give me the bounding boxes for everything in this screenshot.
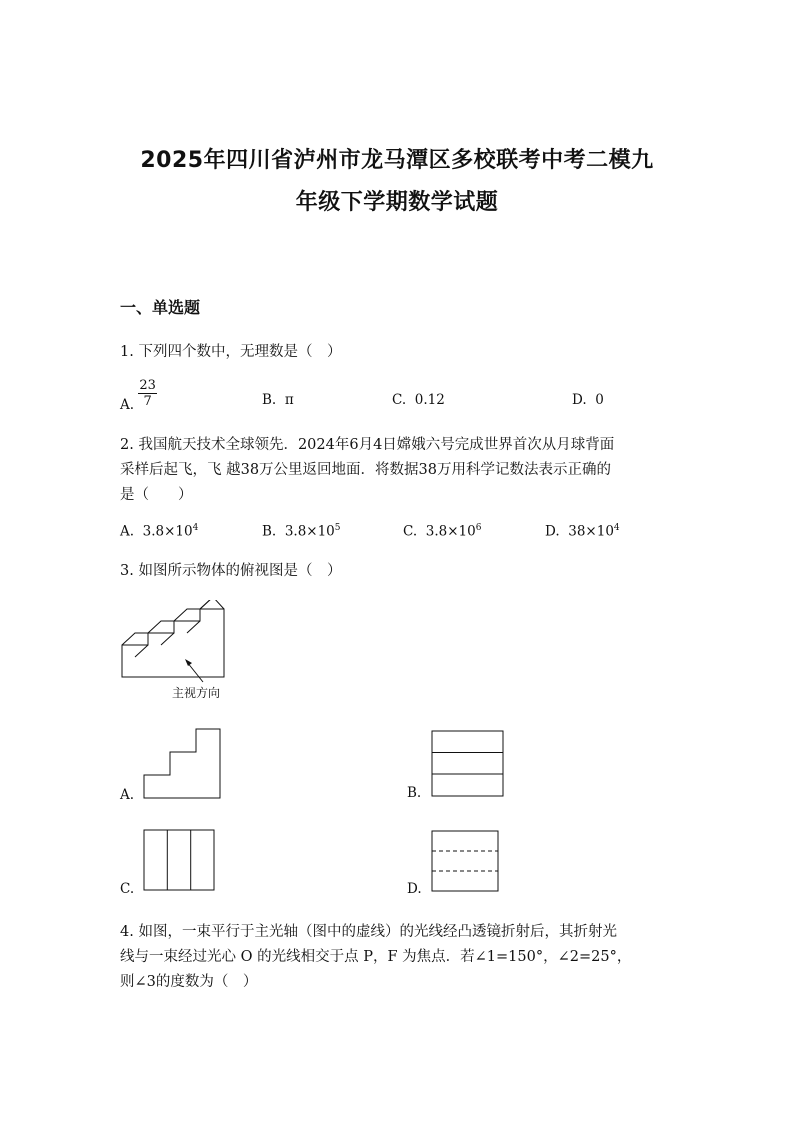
option-label: D. <box>545 523 560 540</box>
option-label: D. <box>572 392 587 408</box>
page-title-line-2: 年级下学期数学试题 <box>295 190 499 215</box>
figure-caption: 主视方向 <box>172 686 221 700</box>
exponent: 4 <box>192 523 199 533</box>
question-1-stem: 1. 下列四个数中，无理数是（ ） <box>120 344 342 360</box>
question-3-option-d-figure <box>431 830 501 894</box>
question-4-line-3: 则∠3的度数为（ ） <box>120 974 258 990</box>
question-3-option-a-label: A. <box>120 787 135 803</box>
option-label: C. <box>392 392 407 408</box>
exponent: 4 <box>613 523 620 533</box>
fraction-denominator: 7 <box>143 394 152 409</box>
question-2-option-b <box>262 523 341 540</box>
option-label: A. <box>120 397 135 413</box>
option-value: 0 <box>595 392 604 408</box>
question-1-option-a <box>120 378 157 413</box>
option-value: 3.8×10 <box>425 523 476 540</box>
question-4-line-2: 线与一束经过光心 O 的光线相交于点 P，F 为焦点．若∠1=150°，∠2=25°， <box>120 949 632 965</box>
page-title-line-1: 2025年四川省泸州市龙马潭区多校联考中考二模九 <box>140 148 654 173</box>
question-2-option-d <box>545 523 620 540</box>
question-2-line-1: 2. 我国航天技术全球领先．2024年6月4日嫦娥六号完成世界首次从月球背面 <box>120 437 615 453</box>
question-1-option-b <box>262 392 294 408</box>
exponent: 5 <box>334 523 341 533</box>
question-4-line-1: 4. 如图，一束平行于主光轴（图中的虚线）的光线经凸透镜折射后，其折射光 <box>120 924 617 940</box>
option-value: 38×10 <box>568 523 614 540</box>
arrow-head <box>185 659 192 666</box>
question-2-option-c <box>403 523 481 540</box>
option-value: 3.8×10 <box>284 523 335 540</box>
fraction-numerator: 23 <box>139 378 156 393</box>
view-direction-arrow <box>187 662 203 682</box>
option-label: B. <box>262 523 277 540</box>
question-3-option-b-label: B. <box>407 785 422 801</box>
exponent: 6 <box>475 523 482 533</box>
question-3-option-c-label: C. <box>120 881 135 897</box>
question-2-line-2: 采样后起飞，飞 越38万公里返回地面．将数据38万用科学记数法表示正确的 <box>120 462 612 478</box>
option-value: 3.8×10 <box>142 523 193 540</box>
question-2-line-3: 是（ ） <box>120 487 193 503</box>
question-1-option-c <box>392 392 445 408</box>
question-3-option-c-figure <box>143 829 217 893</box>
question-1-option-d <box>572 392 604 408</box>
option-label: C. <box>403 523 418 540</box>
question-3-stem: 3. 如图所示物体的俯视图是（ ） <box>120 563 342 579</box>
option-label: A. <box>120 523 135 540</box>
question-3-option-a-figure <box>143 728 223 800</box>
section-heading: 一、单选题 <box>120 298 201 317</box>
option-value: 0.12 <box>414 392 445 408</box>
question-3-option-d-label: D. <box>407 881 422 897</box>
fraction <box>138 378 157 409</box>
option-value: π <box>284 392 294 408</box>
question-2-option-a <box>120 523 198 540</box>
question-3-option-b-figure <box>431 730 505 798</box>
option-label: B. <box>262 392 277 408</box>
